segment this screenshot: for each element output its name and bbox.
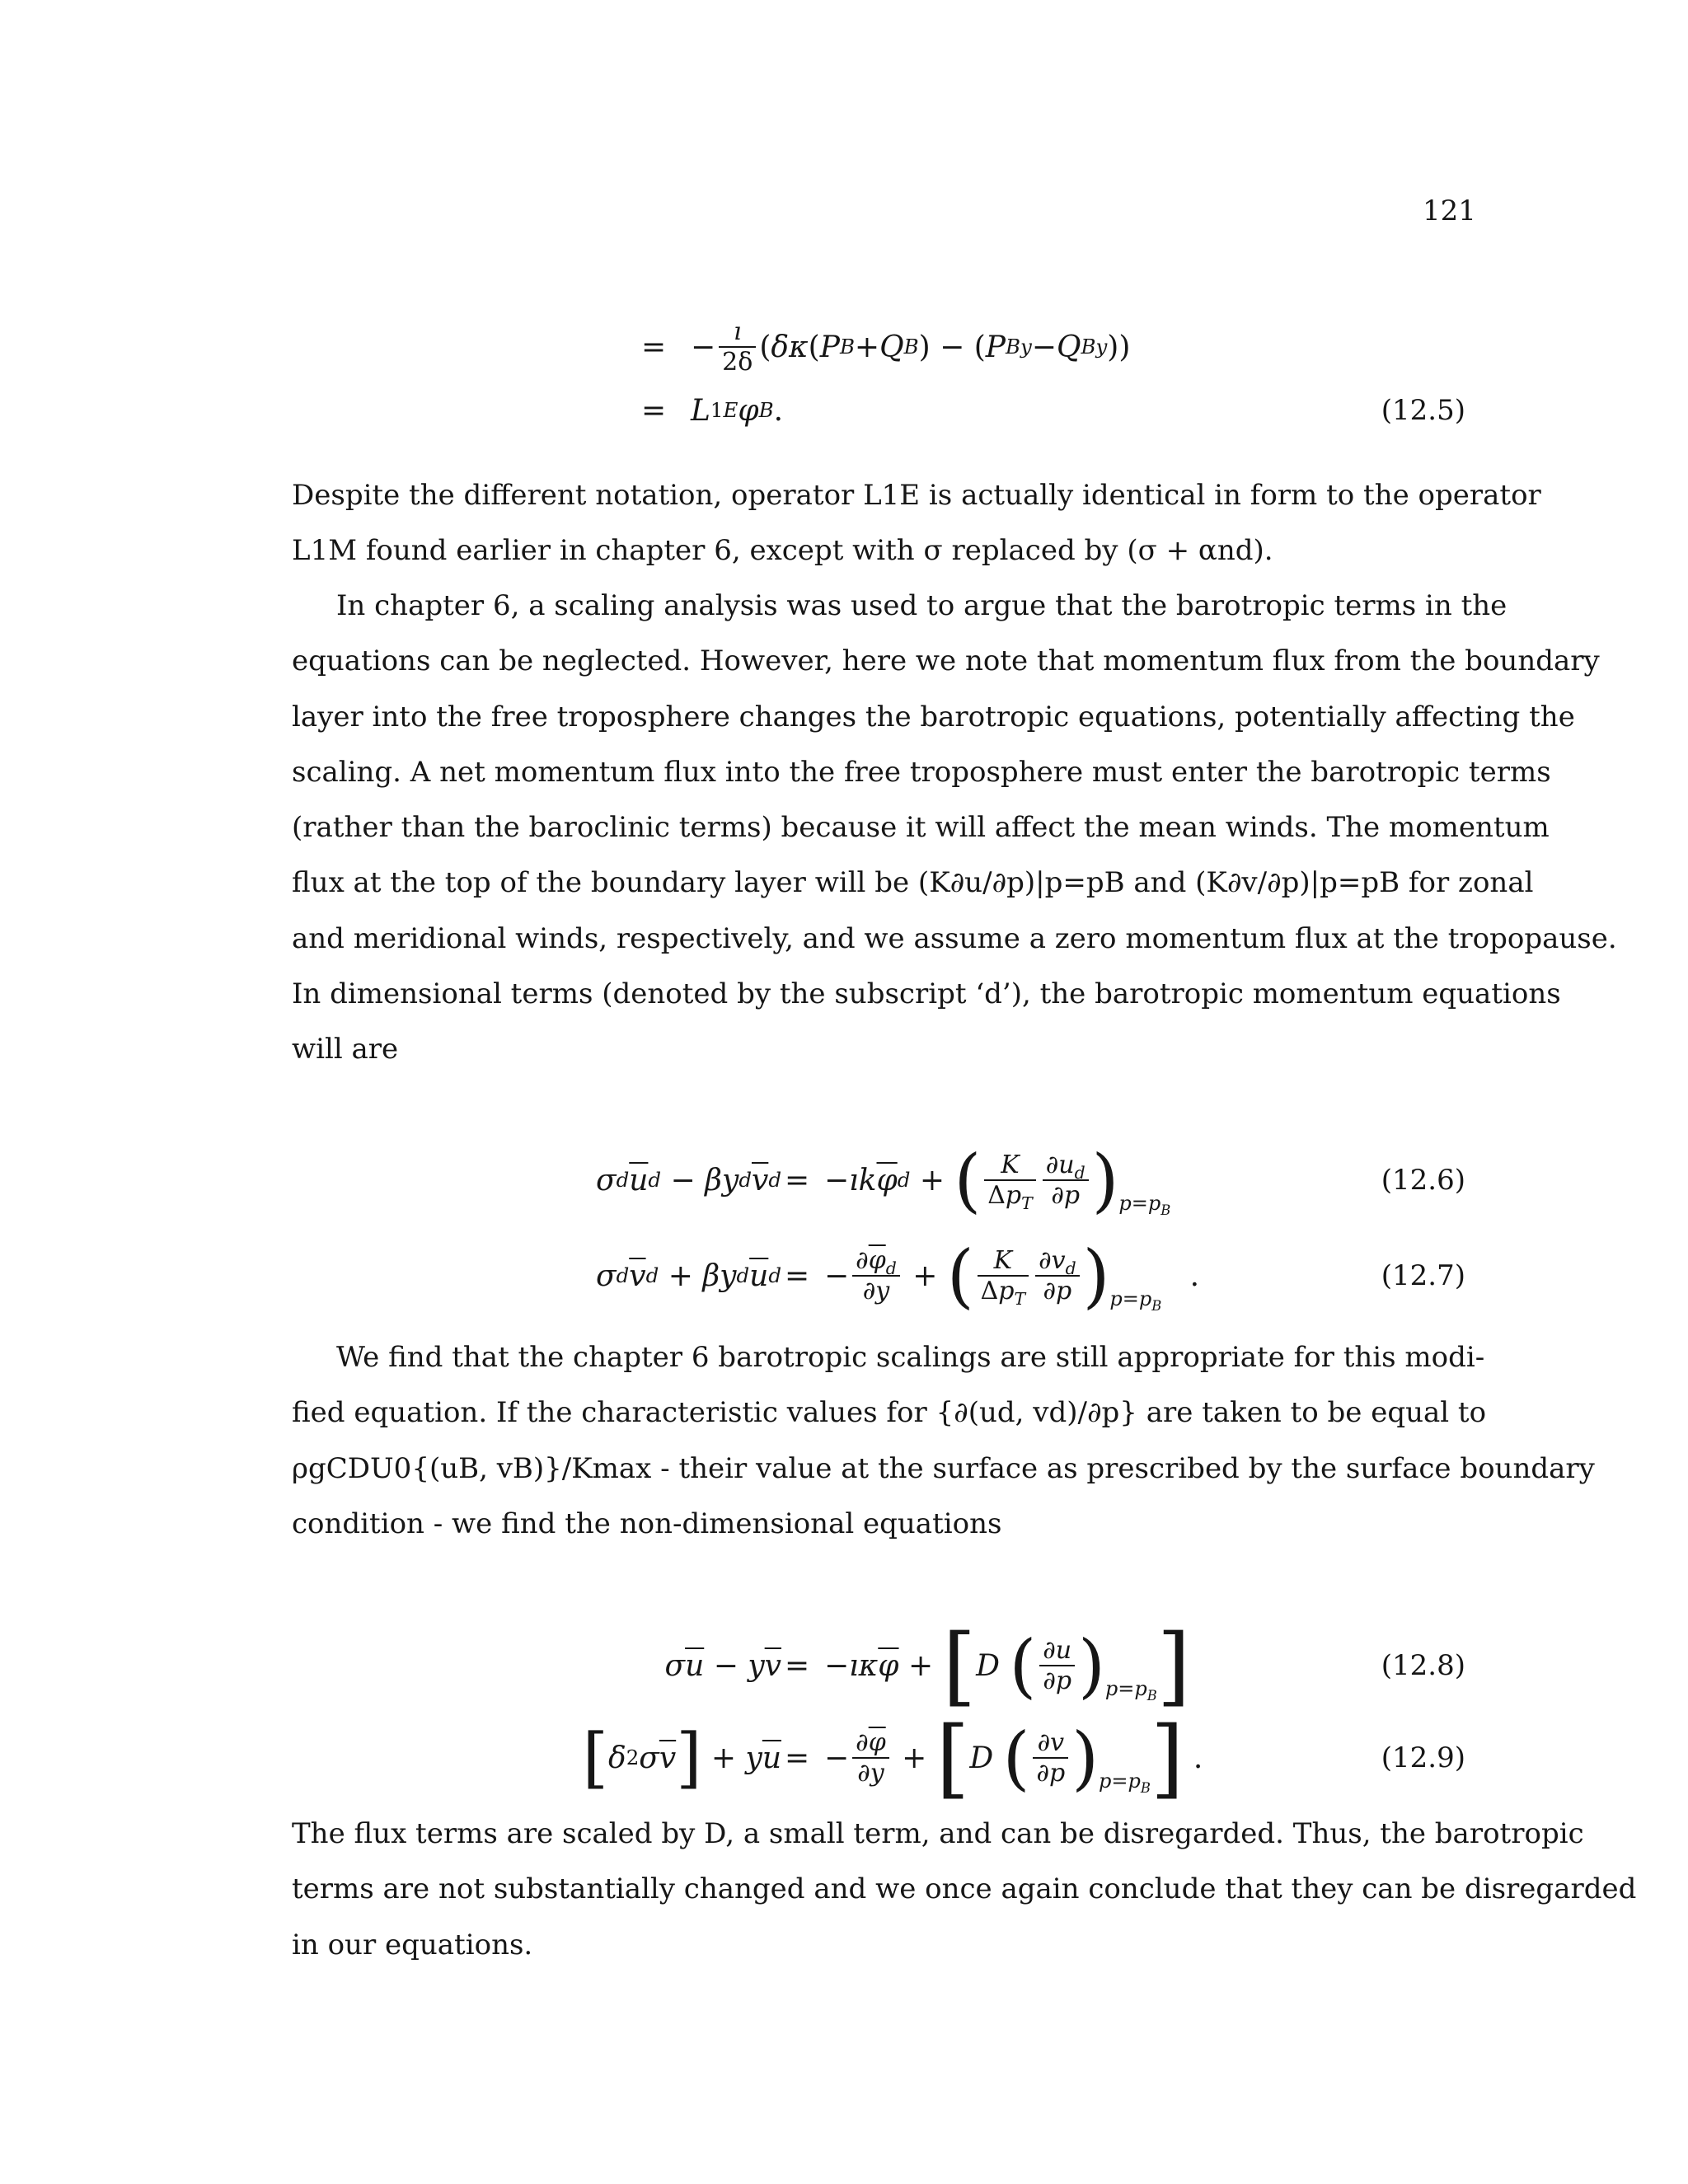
equation-rhs: − ıκ $\overline{\varphi}$ + [ D ( $\frac{\partial u}{\partial p}$ ) $p=p_B$ ] [824, 1615, 1191, 1716]
equation-12-9 [0, 1706, 1688, 1810]
equation-rhs: L 1E φ B . [691, 393, 784, 428]
text-line: fied equation. If the characteristic values for {∂(ud, vd)/∂p} are taken to be equal to [292, 1396, 1487, 1430]
text-line: layer into the free troposphere changes the barotropic equations, potentially affecting the [292, 700, 1575, 733]
fraction: $\frac{ı}{2\delta}$ [719, 317, 756, 377]
equation-lhs: σ d $\overline{u}$ d − βy d $\overline{v}$ d [595, 1163, 781, 1197]
equation-number: (12.5) [1381, 394, 1465, 427]
text-line: In chapter 6, a scaling analysis was used to argue that the barotropic terms in the [336, 589, 1507, 622]
equation-number: (12.7) [1381, 1259, 1465, 1292]
equation-rhs: − ık $\overline{\varphi}$ d + ( $\frac{K}{\Delta p_T}$ $\frac{\partial u_d}{\partial p}$ ) $p=p_B$ [824, 1140, 1171, 1221]
equation-12-8 [0, 1614, 1688, 1718]
text-line: In dimensional terms (denoted by the subscript ‘d’), the barotropic momentum equations [292, 977, 1561, 1011]
paragraph-2 [292, 579, 1617, 1078]
equation-rhs: − $\frac{\partial\overline{\varphi}_d}{\partial y}$ + ( $\frac{K}{\Delta p_T}$ $\frac{\partial v_d}{\partial p}$ ) $p=p_B$ . [824, 1235, 1200, 1316]
equation-lhs: σ $\overline{u}$ − y $\overline{v}$ [664, 1648, 781, 1683]
equation-lhs: [ δ 2 σ $\overline{v}$ ] + y $\overline{u}$ [582, 1719, 781, 1796]
equals-sign: = [641, 393, 667, 428]
paragraph-4 [292, 1807, 1637, 1973]
page-number: 121 [1423, 194, 1476, 227]
equation-rhs: − $\frac{ı}{2\delta}$ ( δκ ( P B + Q B ) − ( P By − Q By )) [691, 317, 1131, 377]
equation-lhs: σ d $\overline{v}$ d + βy d $\overline{u}$ d [595, 1258, 781, 1293]
text-line: We find that the chapter 6 barotropic scalings are still appropriate for this modi- [336, 1341, 1485, 1374]
equation-12-5-line-1 [0, 302, 1688, 392]
text-line: Despite the different notation, operator L1E is actually identical in form to the operator [292, 479, 1541, 512]
text-line: condition - we find the non-dimensional equations [292, 1507, 1002, 1540]
text-line: flux at the top of the boundary layer will be (K∂u/∂p)|p=pB and (K∂v/∂p)|p=pB for zonal [292, 866, 1534, 900]
equation-12-5-line-2 [0, 386, 1688, 435]
equals-sign: = [785, 1741, 810, 1775]
text-line: and meridional winds, respectively, and we assume a zero momentum flux at the tropopause. [292, 921, 1617, 955]
equals-sign: = [785, 1258, 810, 1293]
text-line: will are [292, 1033, 399, 1066]
text-line: ρgCDU0{(uB, vB)}/Kmax - their value at the surface as prescribed by the surface boundary [292, 1451, 1595, 1485]
text-line: The flux terms are scaled by D, a small term, and can be disregarded. Thus, the barotropic [292, 1817, 1584, 1850]
text-line: scaling. A net momentum flux into the free troposphere must enter the barotropic terms [292, 755, 1551, 789]
equals-sign: = [641, 330, 667, 364]
text-line: equations can be neglected. However, here we note that momentum flux from the boundary [292, 644, 1600, 678]
equals-sign: = [785, 1163, 810, 1197]
equation-12-6 [0, 1131, 1688, 1230]
equation-number: (12.8) [1381, 1649, 1465, 1682]
text-line: in our equations. [292, 1928, 533, 1961]
text-line: terms are not substantially changed and we once again conclude that they can be disregarded [292, 1872, 1637, 1906]
equation-number: (12.9) [1381, 1741, 1465, 1774]
text-line: (rather than the baroclinic terms) because it will affect the mean winds. The momentum [292, 811, 1550, 845]
equals-sign: = [785, 1648, 810, 1683]
equation-number: (12.6) [1381, 1164, 1465, 1197]
equation-12-7 [0, 1226, 1688, 1325]
equation-rhs: − $\frac{\partial\overline{\varphi}}{\partial y}$ + [ D ( $\frac{\partial v}{\partial p}$ ) $p=p_B$ ] . [824, 1708, 1203, 1808]
paragraph-1 [292, 468, 1541, 579]
text-line: L1M found earlier in chapter 6, except with σ replaced by (σ + αnd). [292, 534, 1273, 568]
paragraph-3 [292, 1330, 1595, 1552]
